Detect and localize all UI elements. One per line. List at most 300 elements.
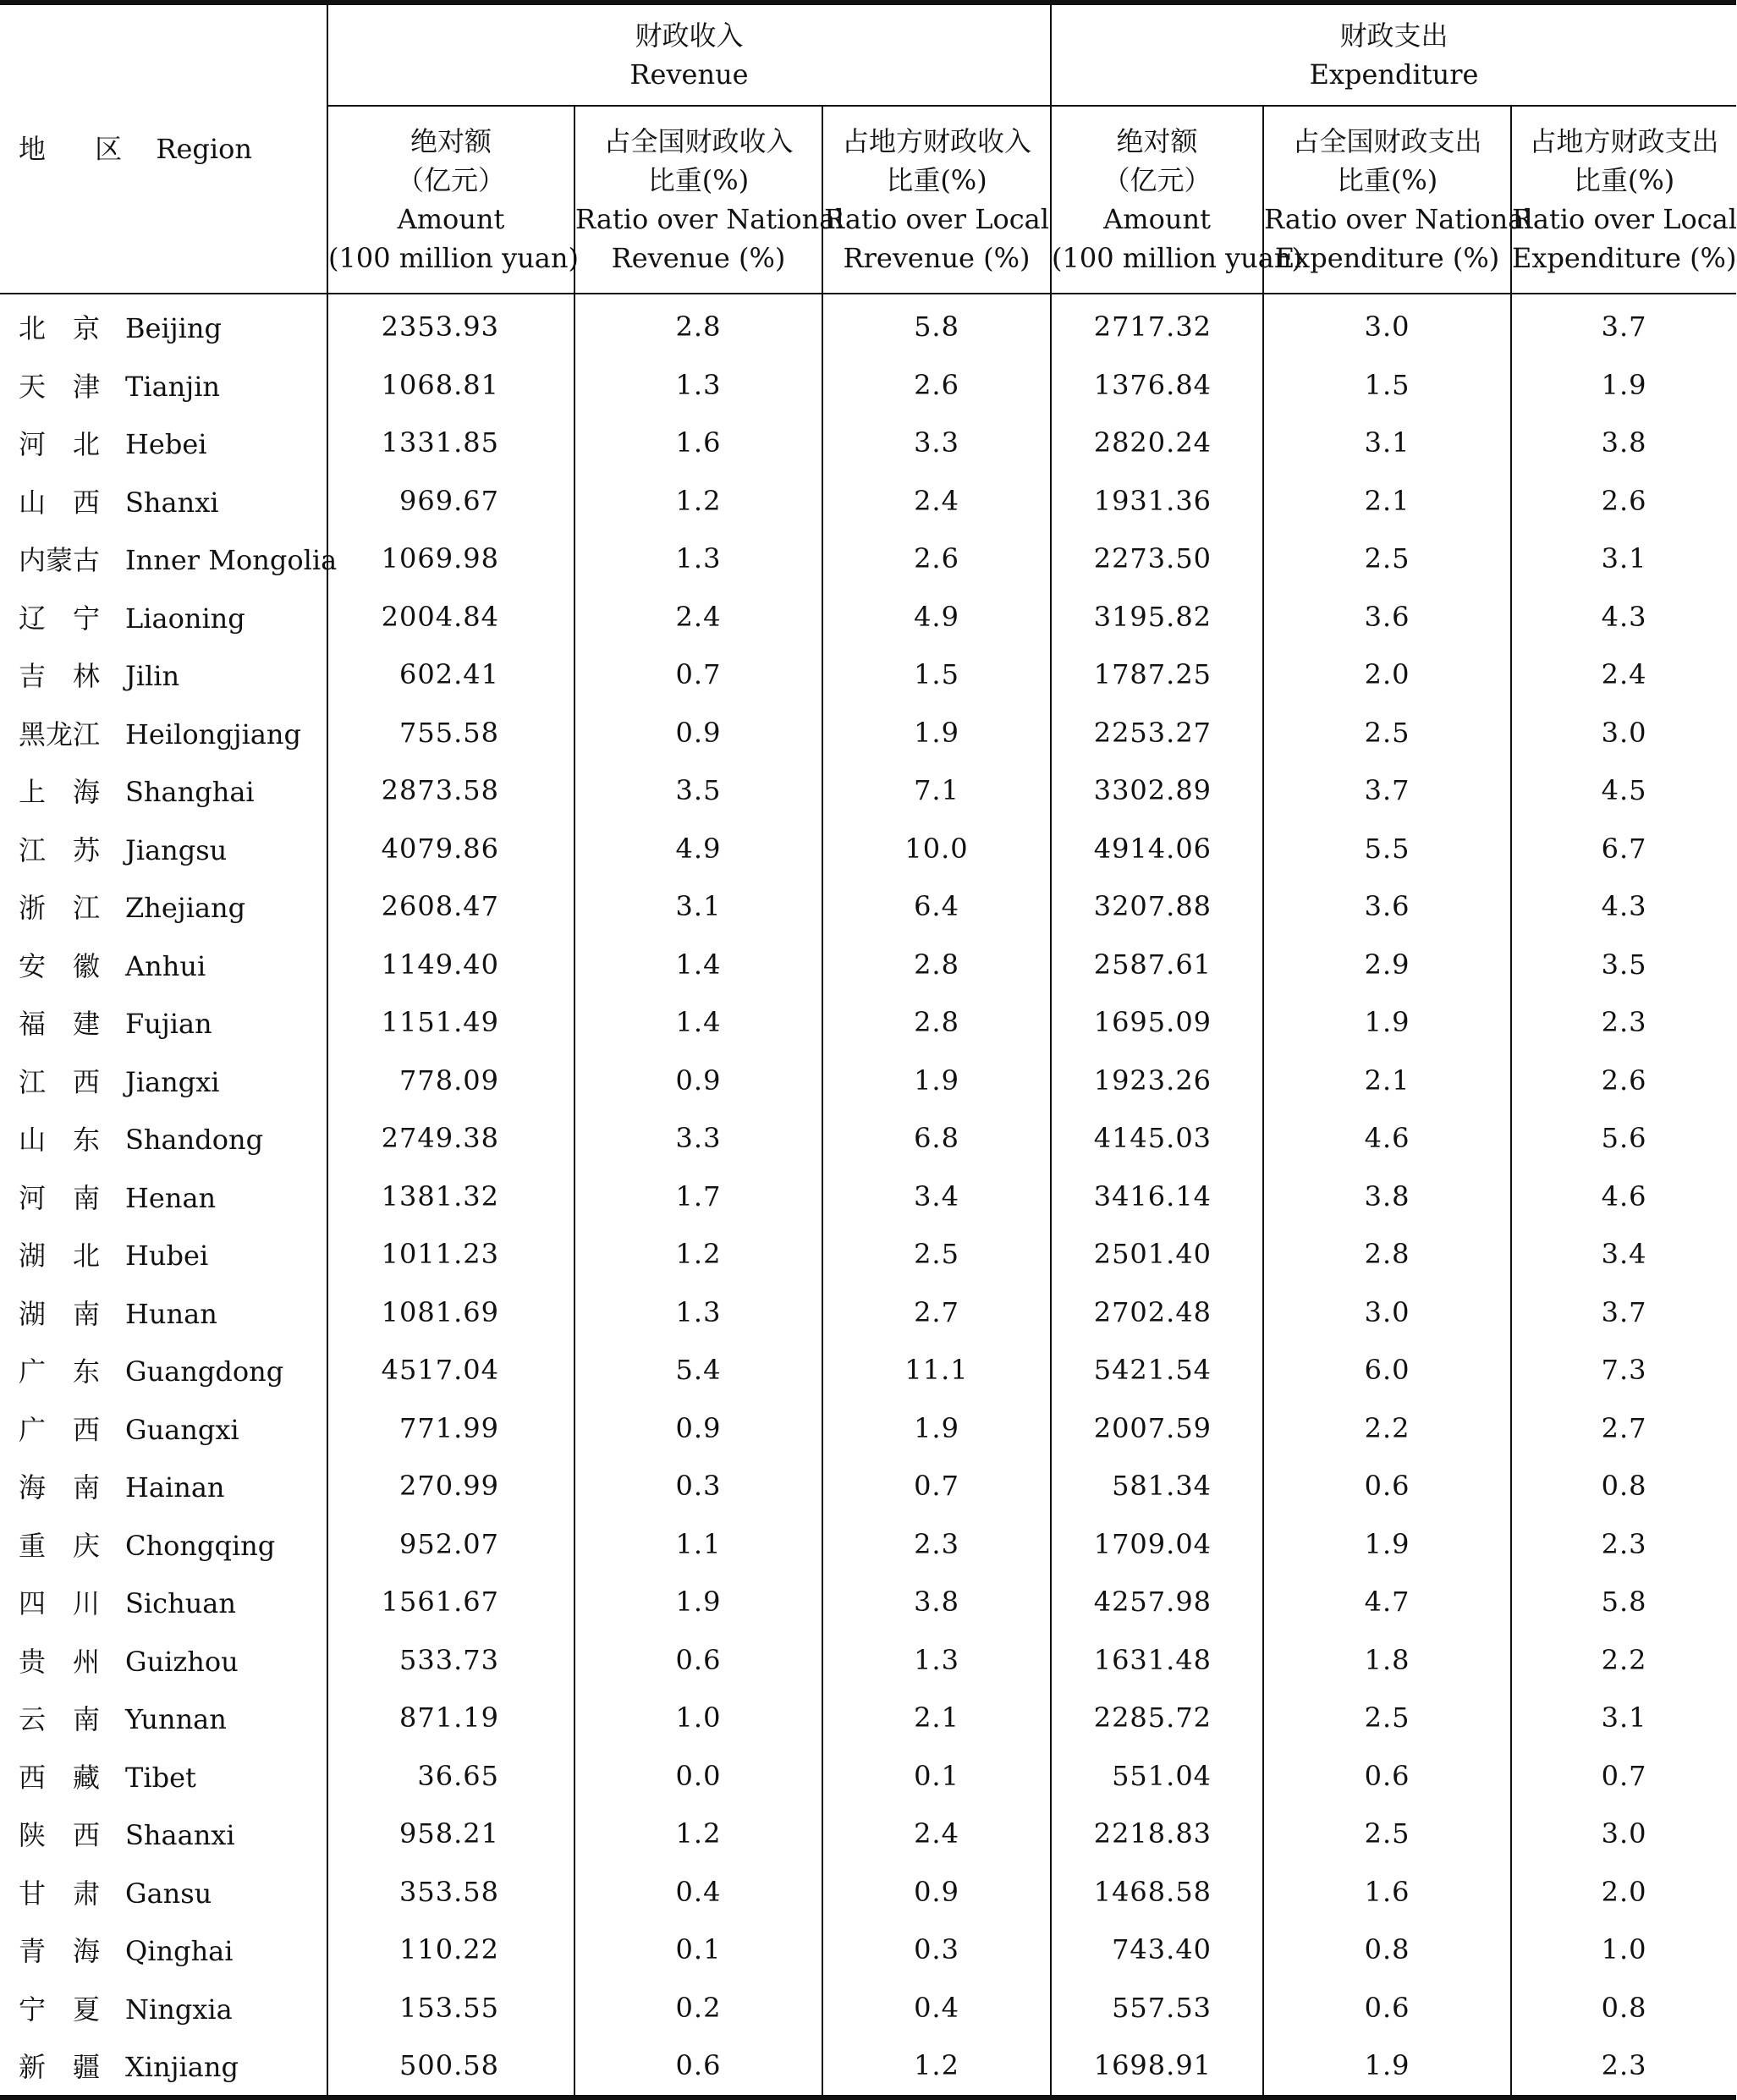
column-header-line: （亿元） [1102, 164, 1212, 196]
table-header [0, 3, 1736, 294]
region-name-en: Tibet [125, 1761, 196, 1794]
region-cell [0, 472, 327, 530]
expenditure-local-ratio-cell: 3.4 [1511, 1225, 1736, 1284]
revenue-group-en: Revenue [629, 58, 749, 91]
revenue-amount-cell: 1081.69 [327, 1284, 574, 1342]
region-name-en: Jilin [125, 660, 180, 693]
revenue-amount-cell: 110.22 [327, 1921, 574, 1979]
revenue-national-ratio-cell: 0.9 [574, 1399, 822, 1458]
expenditure-local-ratio-cell: 3.0 [1511, 1805, 1736, 1863]
expenditure-local-ratio-cell: 0.8 [1511, 1979, 1736, 2037]
revenue-national-ratio-cell: 0.4 [574, 1863, 822, 1921]
table-row [0, 588, 1736, 646]
revenue-national-ratio-cell: 0.9 [574, 1052, 822, 1110]
region-name-zh: 山 东 [19, 1124, 101, 1157]
table-row [0, 1341, 1736, 1399]
expenditure-local-ratio-cell: 2.3 [1511, 2037, 1736, 2097]
region-cell [0, 1515, 327, 1574]
region-cell [0, 1052, 327, 1110]
region-cell [0, 294, 327, 356]
revenue-national-ratio-cell: 2.4 [574, 588, 822, 646]
expenditure-local-ratio-cell: 4.5 [1511, 761, 1736, 820]
revenue-amount-cell: 4079.86 [327, 820, 574, 878]
expenditure-local-ratio-cell: 3.1 [1511, 1689, 1736, 1747]
revenue-amount-cell: 2749.38 [327, 1109, 574, 1168]
expenditure-amount-cell: 2717.32 [1051, 294, 1263, 356]
revenue-amount-cell: 1151.49 [327, 993, 574, 1052]
region-name-en: Hubei [125, 1240, 209, 1273]
table-body [0, 294, 1736, 2097]
expenditure-national-ratio-cell: 2.5 [1263, 1805, 1511, 1863]
table-row [0, 1747, 1736, 1806]
expenditure-amount-cell: 3302.89 [1051, 761, 1263, 820]
region-name-zh: 江 苏 [19, 833, 101, 866]
expenditure-national-ratio-cell: 3.8 [1263, 1168, 1511, 1226]
expenditure-amount-cell: 4914.06 [1051, 820, 1263, 878]
region-cell [0, 1689, 327, 1747]
region-name-en: Fujian [125, 1008, 212, 1041]
expenditure-national-ratio-cell: 0.6 [1263, 1747, 1511, 1806]
region-name-zh: 四 川 [19, 1587, 101, 1620]
revenue-amount-cell: 1069.98 [327, 530, 574, 588]
table-row [0, 1805, 1736, 1863]
revenue-local-ratio-cell: 2.6 [822, 530, 1051, 588]
table-row [0, 530, 1736, 588]
region-cell [0, 1457, 327, 1515]
revenue-national-ratio-cell: 0.0 [574, 1747, 822, 1806]
expenditure-local-ratio-cell: 1.0 [1511, 1921, 1736, 1979]
region-header-en: Region [156, 133, 252, 165]
revenue-local-ratio-cell: 1.9 [822, 1399, 1051, 1458]
expenditure-local-ratio-cell: 3.5 [1511, 936, 1736, 994]
expenditure-amount-cell: 551.04 [1051, 1747, 1263, 1806]
expenditure-national-ratio-cell: 6.0 [1263, 1341, 1511, 1399]
revenue-amount-cell: 602.41 [327, 646, 574, 704]
revenue-amount-cell: 958.21 [327, 1805, 574, 1863]
region-cell [0, 530, 338, 588]
region-name-en: Tianjin [125, 370, 221, 403]
revenue-local-ratio-cell: 2.3 [822, 1515, 1051, 1574]
expenditure-national-ratio-cell: 1.6 [1263, 1863, 1511, 1921]
revenue-national-ratio-cell: 1.2 [574, 1225, 822, 1284]
revenue-local-ratio-cell: 0.3 [822, 1921, 1051, 1979]
region-name-en: Sichuan [125, 1587, 236, 1620]
region-cell [0, 936, 327, 994]
revenue-national-ratio-cell: 1.3 [574, 1284, 822, 1342]
revenue-amount-cell: 2353.93 [327, 294, 574, 356]
revenue-national-ratio-cell: 3.1 [574, 877, 822, 936]
expenditure-national-ratio-cell: 3.6 [1263, 877, 1511, 936]
table-row [0, 1921, 1736, 1979]
column-header-line: (100 million yuan) [328, 242, 579, 274]
revenue-national-ratio-cell: 1.4 [574, 993, 822, 1052]
region-cell [0, 1921, 327, 1979]
region-name-en: Xinjiang [125, 2051, 239, 2084]
expenditure-amount-cell: 5421.54 [1051, 1341, 1263, 1399]
region-name-zh: 河 南 [19, 1181, 101, 1214]
region-name-zh: 山 西 [19, 486, 101, 519]
region-name-zh: 贵 州 [19, 1645, 101, 1678]
region-name-en: Anhui [125, 949, 206, 982]
region-name-en: Shaanxi [125, 1819, 235, 1852]
expenditure-local-ratio-cell: 2.6 [1511, 1052, 1736, 1110]
revenue-national-ratio-cell: 1.2 [574, 472, 822, 530]
expenditure-national-ratio-cell: 2.1 [1263, 1052, 1511, 1110]
expenditure-national-ratio-cell: 2.5 [1263, 530, 1511, 588]
expenditure-national-ratio-cell: 1.9 [1263, 1515, 1511, 1574]
region-name-en: Inner Mongolia [125, 544, 338, 577]
region-name-zh: 安 徽 [19, 949, 101, 982]
expenditure-local-ratio-cell: 1.9 [1511, 356, 1736, 415]
region-cell [0, 1341, 327, 1399]
expenditure-amount-cell: 2273.50 [1051, 530, 1263, 588]
expenditure-national-ratio-cell: 2.5 [1263, 704, 1511, 762]
region-name-zh: 江 西 [19, 1065, 101, 1098]
revenue-local-ratio-cell: 1.3 [822, 1631, 1051, 1690]
revenue-amount-cell: 270.99 [327, 1457, 574, 1515]
table-row [0, 877, 1736, 936]
revenue-amount-cell: 1381.32 [327, 1168, 574, 1226]
column-header-line: 比重(%) [886, 164, 987, 196]
revenue-national-ratio-cell: 5.4 [574, 1341, 822, 1399]
region-cell [0, 820, 327, 878]
revenue-local-ratio-cell: 2.7 [822, 1284, 1051, 1342]
revenue-national-ratio-cell: 1.7 [574, 1168, 822, 1226]
table-row [0, 646, 1736, 704]
table-row [0, 1457, 1736, 1515]
revenue-amount-cell: 778.09 [327, 1052, 574, 1110]
region-name-zh: 广 东 [19, 1355, 101, 1388]
region-name-en: Hebei [125, 428, 207, 461]
revenue-local-ratio-cell: 10.0 [822, 820, 1051, 878]
column-header-line: 占地方财政收入 [842, 125, 1032, 157]
expenditure-national-ratio-cell: 5.5 [1263, 820, 1511, 878]
region-name-en: Zhejiang [125, 892, 246, 925]
region-name-zh: 内蒙古 [19, 544, 101, 577]
region-cell [0, 356, 327, 415]
region-header-zh: 地 区 [19, 133, 143, 165]
expenditure-local-ratio-cell: 3.7 [1511, 294, 1736, 356]
revenue-local-ratio-cell: 5.8 [822, 294, 1051, 356]
revenue-amount-cell: 1561.67 [327, 1573, 574, 1631]
region-name-en: Beijing [125, 312, 222, 345]
expenditure-national-ratio-cell: 2.5 [1263, 1689, 1511, 1747]
revenue-local-ratio-header [822, 106, 1051, 294]
revenue-amount-cell: 771.99 [327, 1399, 574, 1458]
column-header-line: Rrevenue (%) [843, 242, 1031, 274]
region-cell [0, 1168, 327, 1226]
revenue-local-ratio-cell: 1.9 [822, 704, 1051, 762]
region-cell [0, 414, 327, 472]
expenditure-local-ratio-cell: 4.3 [1511, 588, 1736, 646]
expenditure-local-ratio-cell: 2.3 [1511, 993, 1736, 1052]
expenditure-amount-cell: 1631.48 [1051, 1631, 1263, 1690]
region-name-zh: 湖 南 [19, 1297, 101, 1330]
revenue-local-ratio-cell: 3.4 [822, 1168, 1051, 1226]
expenditure-group-en: Expenditure [1309, 58, 1479, 91]
region-name-en: Guizhou [125, 1645, 239, 1678]
table-row [0, 936, 1736, 994]
region-cell [0, 1109, 327, 1168]
region-cell [0, 1747, 327, 1806]
expenditure-national-ratio-cell: 1.9 [1263, 993, 1511, 1052]
revenue-local-ratio-cell: 2.6 [822, 356, 1051, 415]
expenditure-amount-cell: 3207.88 [1051, 877, 1263, 936]
region-name-en: Henan [125, 1181, 217, 1214]
revenue-amount-cell: 952.07 [327, 1515, 574, 1574]
revenue-national-ratio-cell: 1.0 [574, 1689, 822, 1747]
revenue-local-ratio-cell: 0.1 [822, 1747, 1051, 1806]
table-row [0, 1631, 1736, 1690]
expenditure-amount-cell: 2007.59 [1051, 1399, 1263, 1458]
expenditure-local-ratio-cell: 4.6 [1511, 1168, 1736, 1226]
column-header-line: （亿元） [396, 164, 505, 196]
expenditure-amount-cell: 3195.82 [1051, 588, 1263, 646]
expenditure-amount-cell: 2501.40 [1051, 1225, 1263, 1284]
region-name-zh: 辽 宁 [19, 602, 101, 635]
revenue-local-ratio-cell: 7.1 [822, 761, 1051, 820]
table-row [0, 472, 1736, 530]
revenue-local-ratio-cell: 3.3 [822, 414, 1051, 472]
revenue-amount-cell: 1331.85 [327, 414, 574, 472]
column-header-line: Ratio over Local [1512, 203, 1737, 235]
table-row [0, 1225, 1736, 1284]
table-row [0, 1515, 1736, 1574]
region-name-en: Liaoning [125, 602, 245, 635]
column-header-line: 比重(%) [647, 164, 750, 196]
region-name-en: Heilongjiang [125, 717, 301, 750]
expenditure-amount-cell: 3416.14 [1051, 1168, 1263, 1226]
expenditure-national-ratio-cell: 0.8 [1263, 1921, 1511, 1979]
revenue-national-ratio-cell: 0.1 [574, 1921, 822, 1979]
expenditure-local-ratio-cell: 7.3 [1511, 1341, 1736, 1399]
expenditure-local-ratio-cell: 2.3 [1511, 1515, 1736, 1574]
revenue-amount-cell: 755.58 [327, 704, 574, 762]
table-row [0, 1284, 1736, 1342]
region-name-zh: 陕 西 [19, 1819, 101, 1852]
table-row [0, 1573, 1736, 1631]
revenue-local-ratio-cell: 2.1 [822, 1689, 1051, 1747]
expenditure-amount-cell: 1376.84 [1051, 356, 1263, 415]
revenue-national-ratio-cell: 2.8 [574, 294, 822, 356]
region-name-en: Hainan [125, 1471, 225, 1504]
revenue-local-ratio-cell: 3.8 [822, 1573, 1051, 1631]
revenue-amount-cell: 2873.58 [327, 761, 574, 820]
revenue-amount-cell: 153.55 [327, 1979, 574, 2037]
table-row [0, 993, 1736, 1052]
region-name-en: Hunan [125, 1297, 217, 1330]
region-name-en: Yunnan [125, 1703, 227, 1736]
expenditure-local-ratio-cell: 2.6 [1511, 472, 1736, 530]
region-cell [0, 761, 327, 820]
revenue-national-ratio-cell: 4.9 [574, 820, 822, 878]
table-row [0, 1399, 1736, 1458]
expenditure-local-ratio-cell: 3.7 [1511, 1284, 1736, 1342]
region-cell [0, 993, 327, 1052]
region-name-zh: 湖 北 [19, 1240, 101, 1273]
column-header-line: 占全国财政收入 [603, 125, 794, 157]
revenue-national-ratio-cell: 1.2 [574, 1805, 822, 1863]
revenue-national-ratio-cell: 0.7 [574, 646, 822, 704]
revenue-local-ratio-cell: 0.9 [822, 1863, 1051, 1921]
table-row [0, 761, 1736, 820]
expenditure-local-ratio-cell: 2.0 [1511, 1863, 1736, 1921]
region-name-zh: 北 京 [19, 312, 101, 345]
region-name-en: Chongqing [125, 1529, 276, 1562]
expenditure-amount-cell: 1709.04 [1051, 1515, 1263, 1574]
expenditure-amount-cell: 4257.98 [1051, 1573, 1263, 1631]
expenditure-amount-cell: 557.53 [1051, 1979, 1263, 2037]
region-cell [0, 1399, 327, 1458]
expenditure-national-ratio-cell: 3.0 [1263, 1284, 1511, 1342]
expenditure-local-ratio-cell: 5.6 [1511, 1109, 1736, 1168]
region-name-zh: 宁 夏 [19, 1993, 101, 2026]
expenditure-national-ratio-cell: 1.5 [1263, 356, 1511, 415]
region-name-zh: 上 海 [19, 776, 101, 809]
region-cell [0, 1863, 327, 1921]
expenditure-local-ratio-cell: 2.7 [1511, 1399, 1736, 1458]
expenditure-amount-cell: 2218.83 [1051, 1805, 1263, 1863]
revenue-national-ratio-cell: 1.3 [574, 356, 822, 415]
region-name-zh: 甘 肃 [19, 1877, 101, 1910]
revenue-amount-cell: 1068.81 [327, 356, 574, 415]
region-name-en: Jiangsu [125, 833, 228, 866]
region-name-zh: 海 南 [19, 1471, 101, 1504]
revenue-local-ratio-cell: 6.4 [822, 877, 1051, 936]
expenditure-national-ratio-cell: 2.8 [1263, 1225, 1511, 1284]
table-row [0, 294, 1736, 356]
expenditure-amount-cell: 2285.72 [1051, 1689, 1263, 1747]
region-name-zh: 云 南 [19, 1703, 101, 1736]
column-header-line: Expenditure (%) [1274, 242, 1500, 274]
revenue-group-zh: 财政收入 [635, 19, 744, 52]
region-name-zh: 黑龙江 [19, 717, 101, 750]
region-cell [0, 588, 327, 646]
region-name-zh: 天 津 [19, 370, 101, 403]
region-name-zh: 重 庆 [19, 1529, 101, 1562]
revenue-national-ratio-header [574, 106, 844, 294]
expenditure-national-ratio-cell: 4.6 [1263, 1109, 1511, 1168]
table-row [0, 1052, 1736, 1110]
expenditure-national-ratio-cell: 2.2 [1263, 1399, 1511, 1458]
expenditure-national-ratio-cell: 4.7 [1263, 1573, 1511, 1631]
expenditure-local-ratio-cell: 2.2 [1511, 1631, 1736, 1690]
expenditure-amount-cell: 2253.27 [1051, 704, 1263, 762]
table-row [0, 1689, 1736, 1747]
revenue-local-ratio-cell: 1.2 [822, 2037, 1051, 2097]
revenue-amount-cell: 969.67 [327, 472, 574, 530]
region-cell [0, 704, 327, 762]
revenue-national-ratio-cell: 0.2 [574, 1979, 822, 2037]
expenditure-national-ratio-cell: 3.1 [1263, 414, 1511, 472]
region-name-en: Shandong [125, 1124, 264, 1157]
expenditure-amount-cell: 581.34 [1051, 1457, 1263, 1515]
region-name-zh: 福 建 [19, 1008, 101, 1041]
revenue-national-ratio-cell: 1.4 [574, 936, 822, 994]
column-header-line: Revenue (%) [611, 242, 786, 274]
expenditure-national-ratio-cell: 3.0 [1263, 294, 1511, 356]
column-header-line: 比重(%) [1336, 164, 1438, 196]
revenue-national-ratio-cell: 1.3 [574, 530, 822, 588]
revenue-local-ratio-cell: 4.9 [822, 588, 1051, 646]
revenue-amount-cell: 4517.04 [327, 1341, 574, 1399]
expenditure-amount-cell: 1695.09 [1051, 993, 1263, 1052]
expenditure-amount-cell: 1698.91 [1051, 2037, 1263, 2097]
region-name-zh: 青 海 [19, 1935, 101, 1968]
region-name-zh: 西 藏 [19, 1761, 101, 1794]
expenditure-national-ratio-cell: 0.6 [1263, 1457, 1511, 1515]
region-name-zh: 广 西 [19, 1413, 101, 1446]
expenditure-amount-cell: 1923.26 [1051, 1052, 1263, 1110]
region-name-en: Ningxia [125, 1993, 233, 2026]
revenue-local-ratio-cell: 2.8 [822, 993, 1051, 1052]
expenditure-amount-header [1051, 106, 1302, 294]
table-row [0, 1168, 1736, 1226]
expenditure-amount-cell: 743.40 [1051, 1921, 1263, 1979]
expenditure-amount-cell: 1468.58 [1051, 1863, 1263, 1921]
region-name-en: Guangxi [125, 1413, 239, 1446]
region-name-zh: 河 北 [19, 428, 101, 461]
column-header-line: Ratio over National [575, 203, 844, 235]
region-name-en: Shanxi [125, 486, 219, 519]
table-row [0, 1109, 1736, 1168]
region-cell [0, 646, 327, 704]
revenue-local-ratio-cell: 2.4 [822, 472, 1051, 530]
revenue-local-ratio-cell: 2.5 [822, 1225, 1051, 1284]
revenue-local-ratio-cell: 2.8 [822, 936, 1051, 994]
expenditure-national-ratio-cell: 0.6 [1263, 1979, 1511, 2037]
revenue-local-ratio-cell: 0.4 [822, 1979, 1051, 2037]
region-column-header [0, 3, 327, 294]
table-row [0, 2037, 1736, 2097]
column-header-line: 绝对额 [1116, 125, 1198, 157]
column-header-line: Amount [1103, 203, 1211, 235]
expenditure-group-header [1051, 3, 1736, 106]
revenue-amount-cell: 2004.84 [327, 588, 574, 646]
revenue-local-ratio-cell: 11.1 [822, 1341, 1051, 1399]
revenue-group-header [327, 3, 1051, 106]
revenue-national-ratio-cell: 0.9 [574, 704, 822, 762]
region-name-en: Qinghai [125, 1935, 234, 1968]
revenue-national-ratio-cell: 3.3 [574, 1109, 822, 1168]
column-header-line: 占地方财政支出 [1529, 125, 1719, 157]
revenue-amount-cell: 500.58 [327, 2037, 574, 2097]
expenditure-national-ratio-cell: 2.1 [1263, 472, 1511, 530]
region-name-zh: 新 疆 [19, 2051, 101, 2084]
expenditure-amount-cell: 2587.61 [1051, 936, 1263, 994]
expenditure-national-ratio-cell: 1.9 [1263, 2037, 1511, 2097]
revenue-national-ratio-cell: 1.9 [574, 1573, 822, 1631]
expenditure-local-ratio-cell: 2.4 [1511, 646, 1736, 704]
column-header-line: Ratio over National [1264, 203, 1533, 235]
expenditure-national-ratio-cell: 2.0 [1263, 646, 1511, 704]
revenue-national-ratio-cell: 1.6 [574, 414, 822, 472]
table-row [0, 414, 1736, 472]
expenditure-national-ratio-header [1263, 106, 1533, 294]
revenue-national-ratio-cell: 0.6 [574, 2037, 822, 2097]
expenditure-amount-cell: 1787.25 [1051, 646, 1263, 704]
expenditure-local-ratio-cell: 3.0 [1511, 704, 1736, 762]
revenue-amount-cell: 36.65 [327, 1747, 574, 1806]
expenditure-amount-cell: 1931.36 [1051, 472, 1263, 530]
column-header-line: 比重(%) [1573, 164, 1675, 196]
expenditure-local-ratio-cell: 6.7 [1511, 820, 1736, 878]
revenue-national-ratio-cell: 0.6 [574, 1631, 822, 1690]
region-name-en: Gansu [125, 1877, 212, 1910]
region-cell [0, 877, 327, 936]
column-header-line: 占全国财政支出 [1292, 125, 1482, 157]
region-name-en: Shanghai [125, 776, 255, 809]
